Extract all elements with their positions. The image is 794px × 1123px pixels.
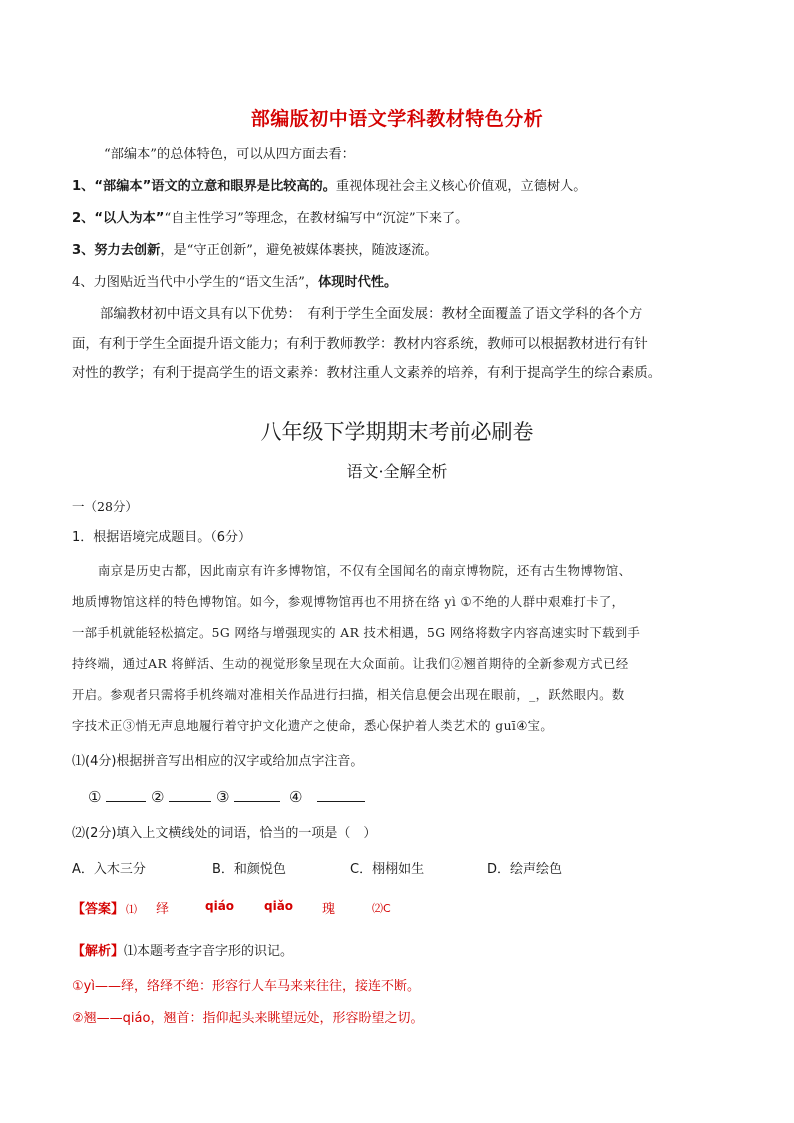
analysis-detail-1: ①yì——绎，络绎不绝：形容行人车马来来往往，接连不断。: [72, 979, 420, 994]
blank-label-1: ①: [88, 788, 102, 806]
blank-label-2: ②: [151, 788, 165, 806]
passage-line-5: 开启。参观者只需将手机终端对准相关作品进行扫描，相关信息便会出现在眼前，_，跃然眼内。数: [72, 688, 625, 702]
feature-point-2: [72, 209, 468, 229]
question-1: 1．根据语境完成题目。（6分）: [72, 530, 252, 545]
sub-question-1: ⑴(4分)根据拼音写出相应的汉字或给加点字注音。: [72, 754, 364, 769]
option-b: B．和颜悦色: [212, 862, 286, 877]
advantages-line-3: 对性的教学；有利于提高学生的语文素养：教材注重人文素养的培养，有利于提高学生的综合素质。: [72, 366, 662, 381]
sub-question-2: ⑵(2分)填入上文横线处的词语，恰当的一项是（ ）: [72, 826, 377, 841]
feature-point-4-bold: 体现时代性。: [318, 275, 398, 290]
blank-2[interactable]: [169, 787, 211, 802]
intro-text: “部编本”的总体特色，可以从四方面去看：: [104, 147, 355, 162]
exam-subtitle: 语文·全解全析: [346, 462, 448, 481]
feature-point-2-rest: “自主性学习”等理念，在教材编写中“沉淀”下来了。: [164, 211, 469, 226]
passage-line-4: 持终端，通过AR 将鲜活、生动的视觉形象呈现在大众面前。让我们②翘首期待的全新参观方式已经: [72, 657, 629, 671]
feature-point-1-rest: 重视体现社会主义核心价值观，立德树人。: [335, 179, 587, 194]
answer-item-4: 瑰: [322, 902, 336, 917]
answer-line: [72, 898, 137, 917]
feature-point-3: [72, 241, 438, 261]
blank-label-3: ③: [216, 788, 230, 806]
section-heading: 一（28分）: [72, 499, 138, 514]
passage-line-3: 一部手机就能轻松搞定。5G 网络与增强现实的 AR 技术相遇，5G 网络将数字内容高速实时下载到手: [72, 626, 641, 640]
answer-item-1: 绎: [156, 902, 170, 917]
answer-part-1-label: ⑴: [126, 903, 138, 916]
feature-point-1: [72, 177, 586, 197]
option-a: A．入木三分: [72, 862, 146, 877]
passage-line-6: 字技术正③悄无声息地履行着守护文化遗产之使命，悉心保护着人类艺术的 guī④宝。: [72, 719, 554, 733]
feature-point-4: [72, 273, 397, 293]
blank-3[interactable]: [234, 787, 280, 802]
feature-point-3-bold: 3、努力去创新: [72, 243, 161, 258]
advantages-line-1: 部编教材初中语文具有以下优势： 有利于学生全面发展：教材全面覆盖了语文学科的各个方: [100, 307, 643, 322]
advantages-line-2: 面，有利于学生全面提升语文能力；有利于教师教学：教材内容系统，教师可以根据教材进行有针: [72, 337, 648, 352]
blank-1[interactable]: [106, 787, 146, 802]
option-d: D．绘声绘色: [487, 862, 563, 877]
feature-point-3-rest: ，是“守正创新”，避免被媒体裹挟，随波逐流。: [160, 243, 438, 258]
answer-label: 【答案】: [72, 902, 125, 917]
document-title: 部编版初中语文学科教材特色分析: [250, 108, 544, 130]
feature-point-1-bold: 1、“部编本”语文的立意和眼界是比较高的。: [72, 179, 336, 194]
passage-line-1: 南京是历史古都，因此南京有许多博物馆，不仅有全国闻名的南京博物院，还有古生物博物馆、: [98, 564, 632, 578]
answer-item-2: qiáo: [205, 899, 235, 913]
blank-label-4: ④: [289, 788, 303, 806]
blank-4[interactable]: [317, 787, 365, 802]
option-c: C．栩栩如生: [350, 862, 425, 877]
answer-item-3: qiǎo: [264, 899, 294, 913]
exam-title: 八年级下学期期末考前必刷卷: [260, 420, 534, 444]
analysis-label: 【解析】: [72, 944, 125, 959]
analysis-text: ⑴本题考查字音字形的识记。: [124, 944, 294, 959]
feature-point-4-pre: 4、力图贴近当代中小学生的“语文生活”，: [72, 275, 319, 290]
answer-blanks: [88, 787, 365, 806]
answer-part-2: ⑵C: [372, 902, 391, 915]
passage-line-2: 地质博物馆这样的特色博物馆。如今，参观博物馆再也不用挤在络 yì ①不绝的人群中艰难打卡了，: [72, 595, 625, 609]
analysis-line: [72, 940, 293, 959]
analysis-detail-2: ②翘——qiáo，翘首：指仰起头来眺望远处，形容盼望之切。: [72, 1011, 424, 1026]
feature-point-2-bold: 2、“以人为本”: [72, 211, 165, 226]
